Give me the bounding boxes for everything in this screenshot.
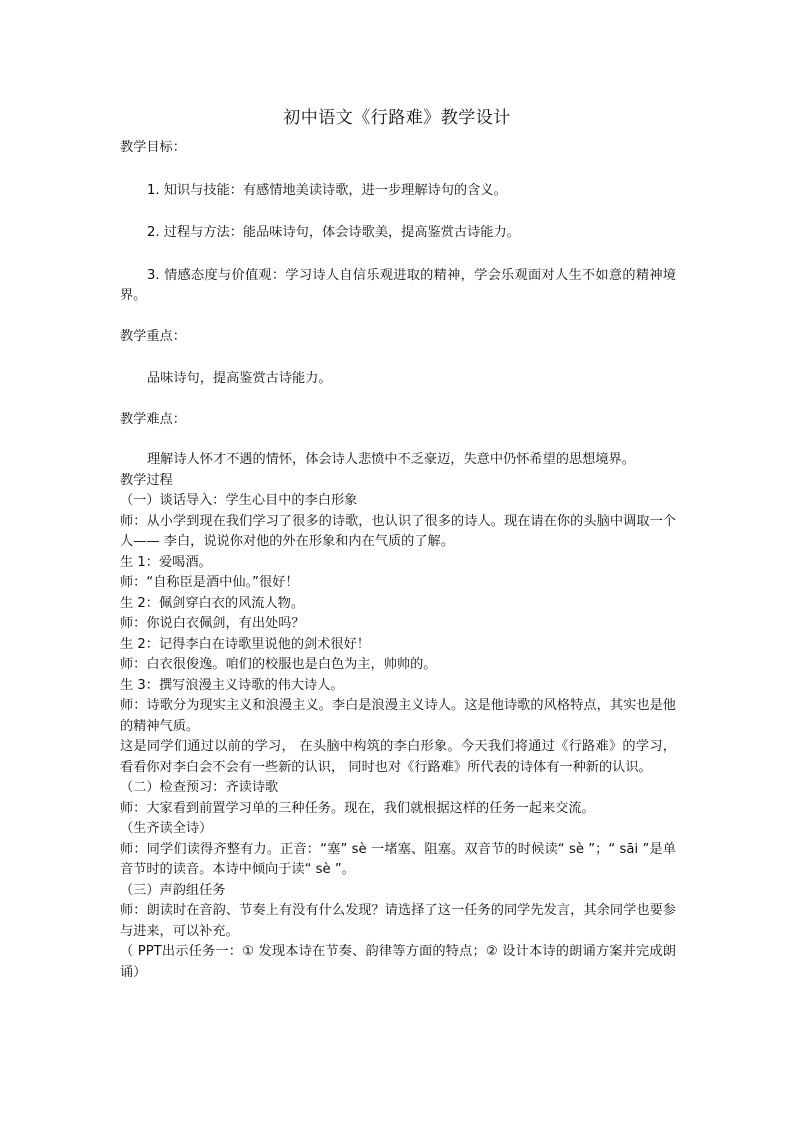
key-points-heading: 教学重点： <box>120 328 186 344</box>
spacer <box>120 201 676 223</box>
dialogue-line: 师：从小学到现在我们学习了很多的诗歌，也认识了很多的诗人。现在请在你的头脑中调取一个人—— 李白，说说你对他的外在形象和内在气质的了解。 <box>120 513 676 549</box>
dialogue-line: （生齐读全诗） <box>120 821 213 836</box>
key-points-text: 品味诗句，提高鉴赏古诗能力。 <box>147 371 332 386</box>
spacer <box>120 159 676 181</box>
dialogue-line: 生 3：撰写浪漫主义诗歌的伟大诗人。 <box>120 677 344 693</box>
spacer <box>120 244 676 266</box>
section-1-heading: （一）谈话导入：学生心目中的李白形象 <box>120 493 358 508</box>
dialogue-line: 师：同学们读得齐整有力。正音：“塞” sè 一堵塞、阻塞。双音节的时候读“ sè ”；“ sāi ”是单音节时的读音。本诗中倾向于读“ sè ”。 <box>120 841 676 877</box>
dialogue-line: 生 2：记得李白在诗歌里说他的剑术很好！ <box>120 636 370 652</box>
spacer <box>120 307 676 327</box>
objective-1: 1. 知识与技能：有感情地美读诗歌，进一步理解诗句的含义。 <box>147 182 507 198</box>
objective-2: 2. 过程与方法：能品味诗句，体会诗歌美，提高鉴赏古诗能力。 <box>147 225 520 240</box>
dialogue-line: 这是同学们通过以前的学习， 在头脑中构筑的李白形象。今天我们将通过《行路难》的学习，看看你对李白会不会有一些新的认识， 同时也对《行路难》所代表的诗体有一种新的认识。 <box>120 739 676 775</box>
difficulties-heading: 教学难点： <box>120 411 186 427</box>
objective-3: 3. 情感态度与价值观：学习诗人自信乐观进取的精神，学会乐观面对人生不如意的精神境界。 <box>120 267 676 303</box>
document-body <box>120 138 676 983</box>
process-heading: 教学过程 <box>120 472 173 488</box>
dialogue-line: （ PPT出示任务一：① 发现本诗在节奏、韵律等方面的特点；② 设计本诗的朗诵方案并完成朗诵） <box>120 944 676 980</box>
dialogue-line: 师：大家看到前置学习单的三种任务。现在，我们就根据这样的任务一起来交流。 <box>120 800 595 816</box>
dialogue-line: 生 1：爱喝酒。 <box>120 554 212 570</box>
dialogue-line: 师：诗歌分为现实主义和浪漫主义。李白是浪漫主义诗人。这是他诗歌的风格特点，其实也是他的精神气质。 <box>120 698 676 734</box>
section-3-heading: （三）声韵组任务 <box>120 882 226 898</box>
difficulties-text: 理解诗人怀才不遇的情怀，体会诗人悲愤中不乏豪迈，失意中仍怀希望的思想境界。 <box>147 452 635 467</box>
section-2-heading: （二）检查预习：齐读诗歌 <box>120 780 279 795</box>
dialogue-line: 师：“自称臣是酒中仙。”很好！ <box>120 575 299 590</box>
spacer <box>120 430 676 450</box>
document-title: 初中语文《行路难》教学设计 <box>283 108 511 128</box>
dialogue-line: 生 2：佩剑穿白衣的风流人物。 <box>120 595 305 611</box>
spacer <box>120 347 676 369</box>
spacer <box>120 390 676 410</box>
dialogue-line: 师：朗读时在音韵、节奏上有没有什么发现？请选择了这一任务的同学先发言，其余同学也要参与进来，可以补充。 <box>120 903 676 939</box>
objectives-heading: 教学目标： <box>120 140 186 155</box>
dialogue-line: 师：你说白衣佩剑，有出处吗？ <box>120 616 305 631</box>
dialogue-line: 师：白衣很俊逸。咱们的校服也是白色为主，帅帅的。 <box>120 657 437 672</box>
